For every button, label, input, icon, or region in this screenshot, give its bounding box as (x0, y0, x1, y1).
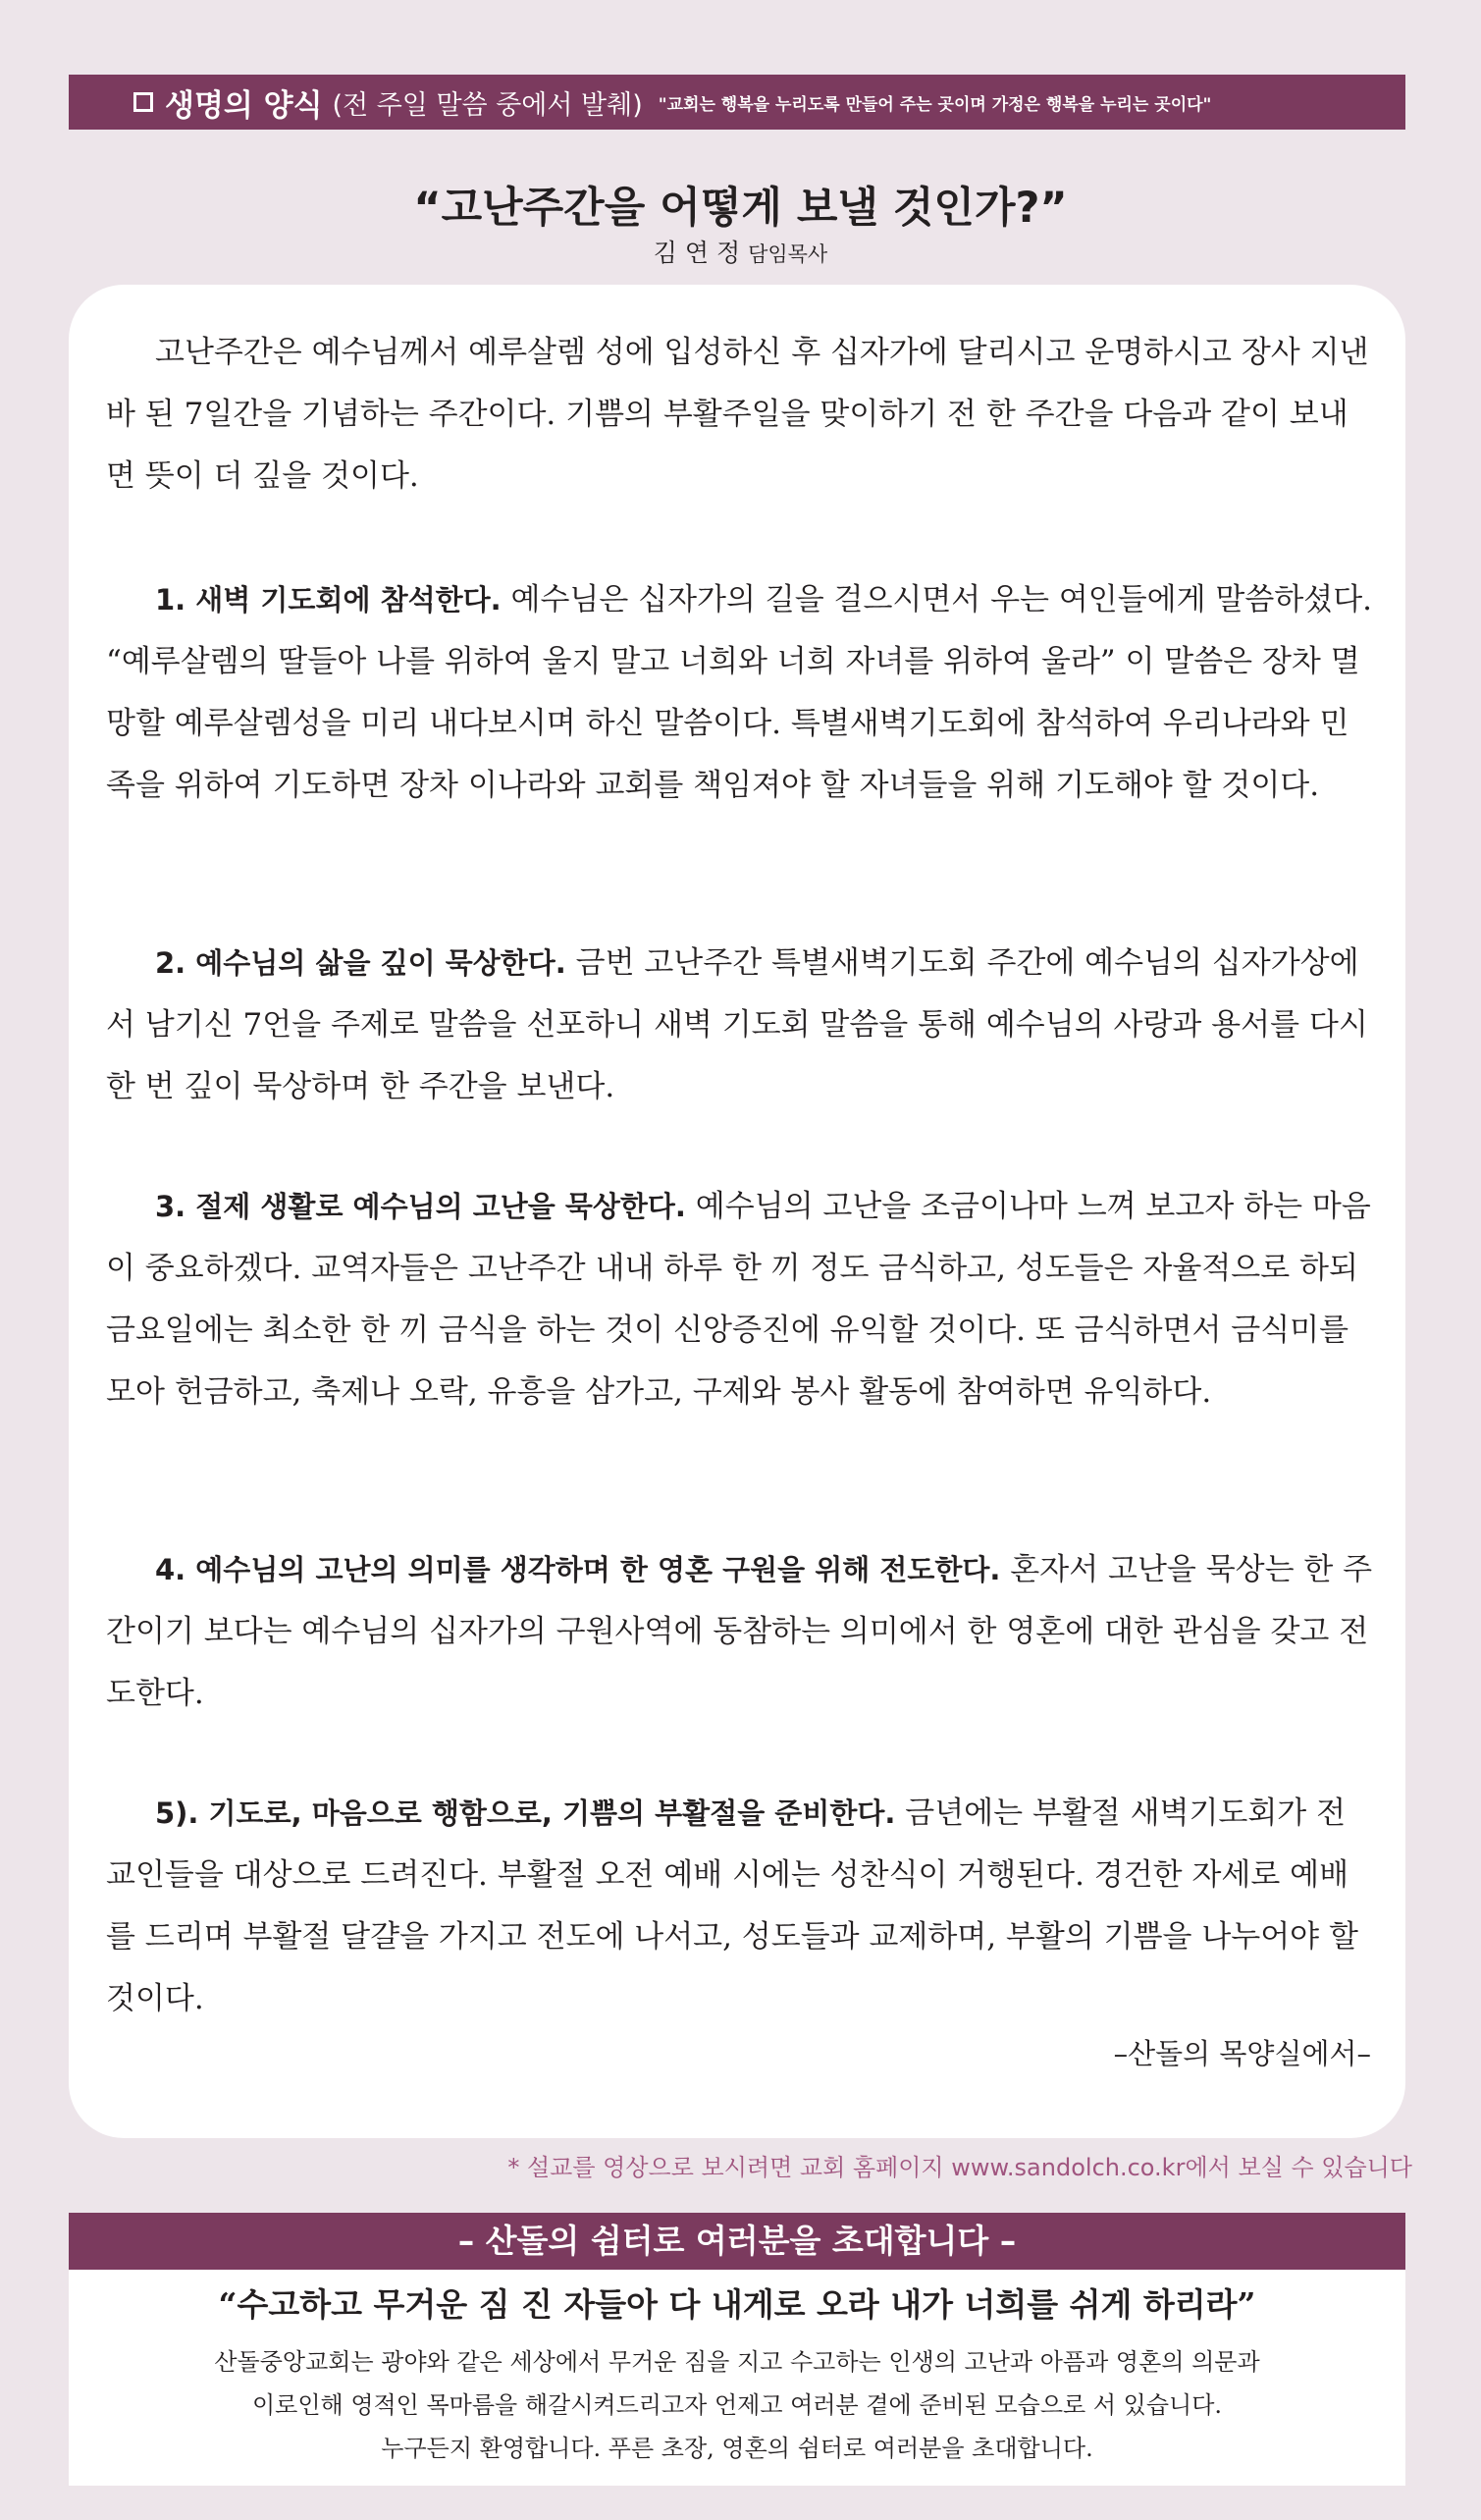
invite-banner: – 산돌의 쉼터로 여러분을 초대합니다 – (69, 2213, 1405, 2270)
signature: –산돌의 목양실에서– (1113, 2037, 1371, 2070)
section-header-bar (69, 75, 1405, 130)
section-title: 생명의 양식 (165, 87, 323, 124)
intro-paragraph (106, 322, 1374, 508)
point-heading-2: 2. 예수님의 삶을 깊이 묵상한다. (155, 946, 566, 980)
point-heading-5: 5). 기도로, 마음으로 행함으로, 기쁨의 부활절을 준비한다. (155, 1796, 896, 1830)
point-text-2: 금번 고난주간 특별새벽기도회 주간에 예수님의 십자가상에서 남기신 7언을 주제로 말씀을 선포하니 새벽 기도회 말씀을 통해 예수님의 사랑과 용서를 다시 한 번 깊이 묵상하며 한 주간을 보낸다. (106, 945, 1368, 1104)
section-quote: "교회는 행복을 누리도록 만들어 주는 곳이며 가정은 행복을 누리는 곳이다" (658, 94, 1212, 115)
point-paragraph-5 (106, 1783, 1374, 2030)
point-paragraph-3 (106, 1176, 1374, 1423)
point-heading-4: 4. 예수님의 고난의 의미를 생각하며 한 영혼 구원을 위해 전도한다. (155, 1553, 1001, 1586)
point-heading-3: 3. 절제 생활로 예수님의 고난을 묵상한다. (155, 1190, 686, 1223)
point-text-4: 혼자서 고난을 묵상는 한 주간이기 보다는 예수님의 십자가의 구원사역에 동참하는 의미에서 한 영혼에 대한 관심을 갖고 전도한다. (106, 1552, 1373, 1711)
point-heading-1: 1. 새벽 기도회에 참석한다. (155, 583, 502, 617)
invite-line-1: 산돌중앙교회는 광야와 같은 세상에서 무거운 짐을 지고 수고하는 인생의 고난과 아픔과 영혼의 의문과 (214, 2348, 1260, 2376)
point-text-3: 예수님의 고난을 조금이나마 느껴 보고자 하는 마음이 중요하겠다. 교역자들은 고난주간 내내 하루 한 끼 정도 금식하고, 성도들은 자율적으로 하되 금요일에는 최소한 한 끼 금식을 하는 것이 신앙증진에 유익할 것이다. 또 금식하면서 금식미를 모아 헌금하고, 축제나 오락, 유흥을 삼가고, 구제와 봉사 활동에 참여하면 유익하다. (106, 1189, 1371, 1410)
invite-line-3: 누구든지 환영합니다. 푸른 초장, 영혼의 쉼터로 여러분을 초대합니다. (381, 2435, 1093, 2462)
point-text-1: 예수님은 십자가의 길을 걸으시면서 우는 여인들에게 말씀하셨다. “예루살렘의 딸들아 나를 위하여 울지 말고 너희와 너희 자녀를 위하여 울라” 이 말씀은 장차 멸망할 예루살렘성을 미리 내다보시며 하신 말씀이다. 특별새벽기도회에 참석하여 우리나라와 민족을 위하여 기도하면 장차 이나라와 교회를 책임져야 할 자녀들을 위해 기도해야 할 것이다. (106, 582, 1373, 803)
intro-text: 고난주간은 예수님께서 예루살렘 성에 입성하신 후 십자가에 달리시고 운명하시고 장사 지낸 바 된 7일간을 기념하는 주간이다. 기쁨의 부활주일을 맞이하기 전 한 주간을 다음과 같이 보내면 뜻이 더 깊을 것이다. (106, 335, 1369, 494)
invite-line-2: 이로인해 영적인 목마름을 해갈시켜드리고자 언제고 여러분 곁에 준비된 모습으로 서 있습니다. (251, 2391, 1223, 2419)
checkbox-square-icon (133, 92, 153, 112)
section-subtitle: (전 주일 말씀 중에서 발췌) (332, 89, 643, 121)
video-note: * 설교를 영상으로 보시려면 교회 홈페이지 www.sandolch.co.kr에서 보실 수 있습니다 (507, 2154, 1412, 2181)
invite-box (69, 2270, 1405, 2486)
author-name: 김 연 정 (653, 239, 741, 267)
point-text-5: 금년에는 부활절 새벽기도회가 전교인들을 대상으로 드려진다. 부활절 오전 예배 시에는 성찬식이 거행된다. 경건한 자세로 예배를 드리며 부활절 달걀을 가지고 전도에 나서고, 성도들과 교제하며, 부활의 기쁨을 나누어야 할것이다. (106, 1796, 1358, 2016)
author (0, 234, 1481, 269)
point-paragraph-2 (106, 933, 1374, 1118)
sermon-title: “고난주간을 어떻게 보낼 것인가?” (413, 184, 1068, 233)
invite-verse: “수고하고 무거운 짐 진 자들아 다 내게로 오라 내가 너희를 쉬게 하리라” (218, 2285, 1256, 2324)
point-paragraph-4 (106, 1539, 1374, 1725)
author-role: 담임목사 (748, 242, 828, 266)
point-paragraph-1 (106, 569, 1374, 817)
